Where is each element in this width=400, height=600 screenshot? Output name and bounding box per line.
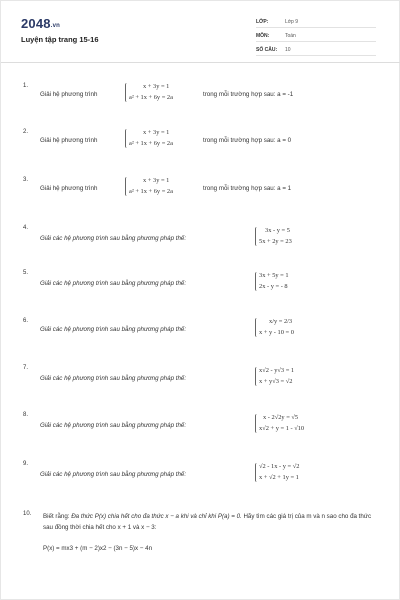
question-condition: trong mỗi trường hợp sau: a = -1 [203,91,294,98]
question-number: 4. [23,225,29,231]
system-brace [255,227,258,246]
equation-line-2: a² + 1x + 6y = 2a [129,140,173,147]
system-brace [255,367,258,386]
equation-line-2: a² + 1x + 6y = 2a [129,94,173,101]
system-brace [255,318,258,337]
polynomial-formula: P(x) = mx3 + (m − 2)x2 − (3n − 5)x − 4n [43,545,153,552]
question-prompt: Giải các hệ phương trình sau bằng phương pháp thế: [40,326,187,333]
equation-line-2: 2x - y = - 8 [259,283,288,290]
logo-text: 2048 [21,16,51,31]
question-number: 10. [23,511,32,517]
prompt-task: Hãy tìm các giá trị của m và n sao cho đa thức sau đồng thời chia hết cho x + 1 và x − 3: [43,513,372,531]
meta-class-row [256,16,376,28]
question-prompt: Giải các hệ phương trình sau bằng phương pháp thế: [40,471,187,478]
equation-line-1: x - 2√2y = √5 [263,414,299,421]
equation-line-2: 5x + 2y = 23 [259,238,292,245]
question-number: 9. [23,461,29,467]
question-prompt [43,511,375,533]
question-number: 1. [23,83,29,89]
system-brace [125,177,128,196]
site-logo[interactable] [21,16,60,31]
question-prompt: Giải các hệ phương trình sau bằng phương pháp thế: [40,235,187,242]
system-brace [125,83,128,102]
equation-line-1: 3x - y = 5 [265,227,290,234]
page-title: Luyện tập trang 15-16 [21,35,99,44]
prompt-intro: Biết rằng: [43,513,70,520]
system-brace [125,129,128,148]
system-brace [255,272,258,291]
question-number: 8. [23,412,29,418]
question-condition: trong mỗi trường hợp sau: a = 1 [203,185,292,192]
meta-count-value: 10 [285,47,291,53]
question-prompt: Giải các hệ phương trình sau bằng phương pháp thế: [40,375,187,382]
meta-class-label: LỚP: [256,19,269,25]
meta-count-label: SỐ CÂU: [256,47,278,53]
question-prompt: Giải hệ phương trình [40,137,98,144]
question-number: 2. [23,129,29,135]
meta-class-value: Lớp 9 [285,19,299,25]
question-prompt: Giải hệ phương trình [40,185,98,192]
meta-count-row [256,44,376,56]
question-number: 7. [23,365,29,371]
equation-line-1: x + 3y = 1 [143,129,170,136]
equation-line-2: x + y√3 = √2 [259,378,293,385]
question-condition: trong mỗi trường hợp sau: a = 0 [203,137,292,144]
question-number: 6. [23,318,29,324]
system-brace [255,463,258,482]
meta-subject-row [256,30,376,42]
question-prompt: Giải các hệ phương trình sau bằng phương pháp thế: [40,280,187,287]
equation-line-2: a² + 1x + 6y = 2a [129,188,173,195]
equation-line-1: x + 3y = 1 [143,177,170,184]
logo-suffix: .vn [50,23,61,29]
prompt-theorem: Đa thức P(x) chia hết cho đa thức x − a khi và chỉ khi P(a) = 0. [71,513,242,520]
equation-line-1: x√2 - y√3 = 1 [259,367,295,374]
question-number: 5. [23,270,29,276]
worksheet-header [1,1,400,63]
question-prompt: Giải hệ phương trình [40,91,98,98]
question-number: 3. [23,177,29,183]
equation-line-1: 3x + 5y = 1 [259,272,289,279]
equation-line-2: x + √2 + 1y = 1 [259,474,299,481]
equation-line-1: √2 - 1x - y = √2 [259,463,300,470]
equation-line-1: x/y = 2/3 [269,318,293,325]
equation-line-2: x + y - 10 = 0 [259,329,294,336]
system-brace [255,414,258,433]
meta-subject-value: Toán [285,33,296,39]
question-prompt: Giải các hệ phương trình sau bằng phương pháp thế: [40,422,187,429]
equation-line-2: x√2 + y = 1 - √10 [259,425,305,432]
equation-line-1: x + 3y = 1 [143,83,170,90]
meta-subject-label: MÔN: [256,33,270,39]
